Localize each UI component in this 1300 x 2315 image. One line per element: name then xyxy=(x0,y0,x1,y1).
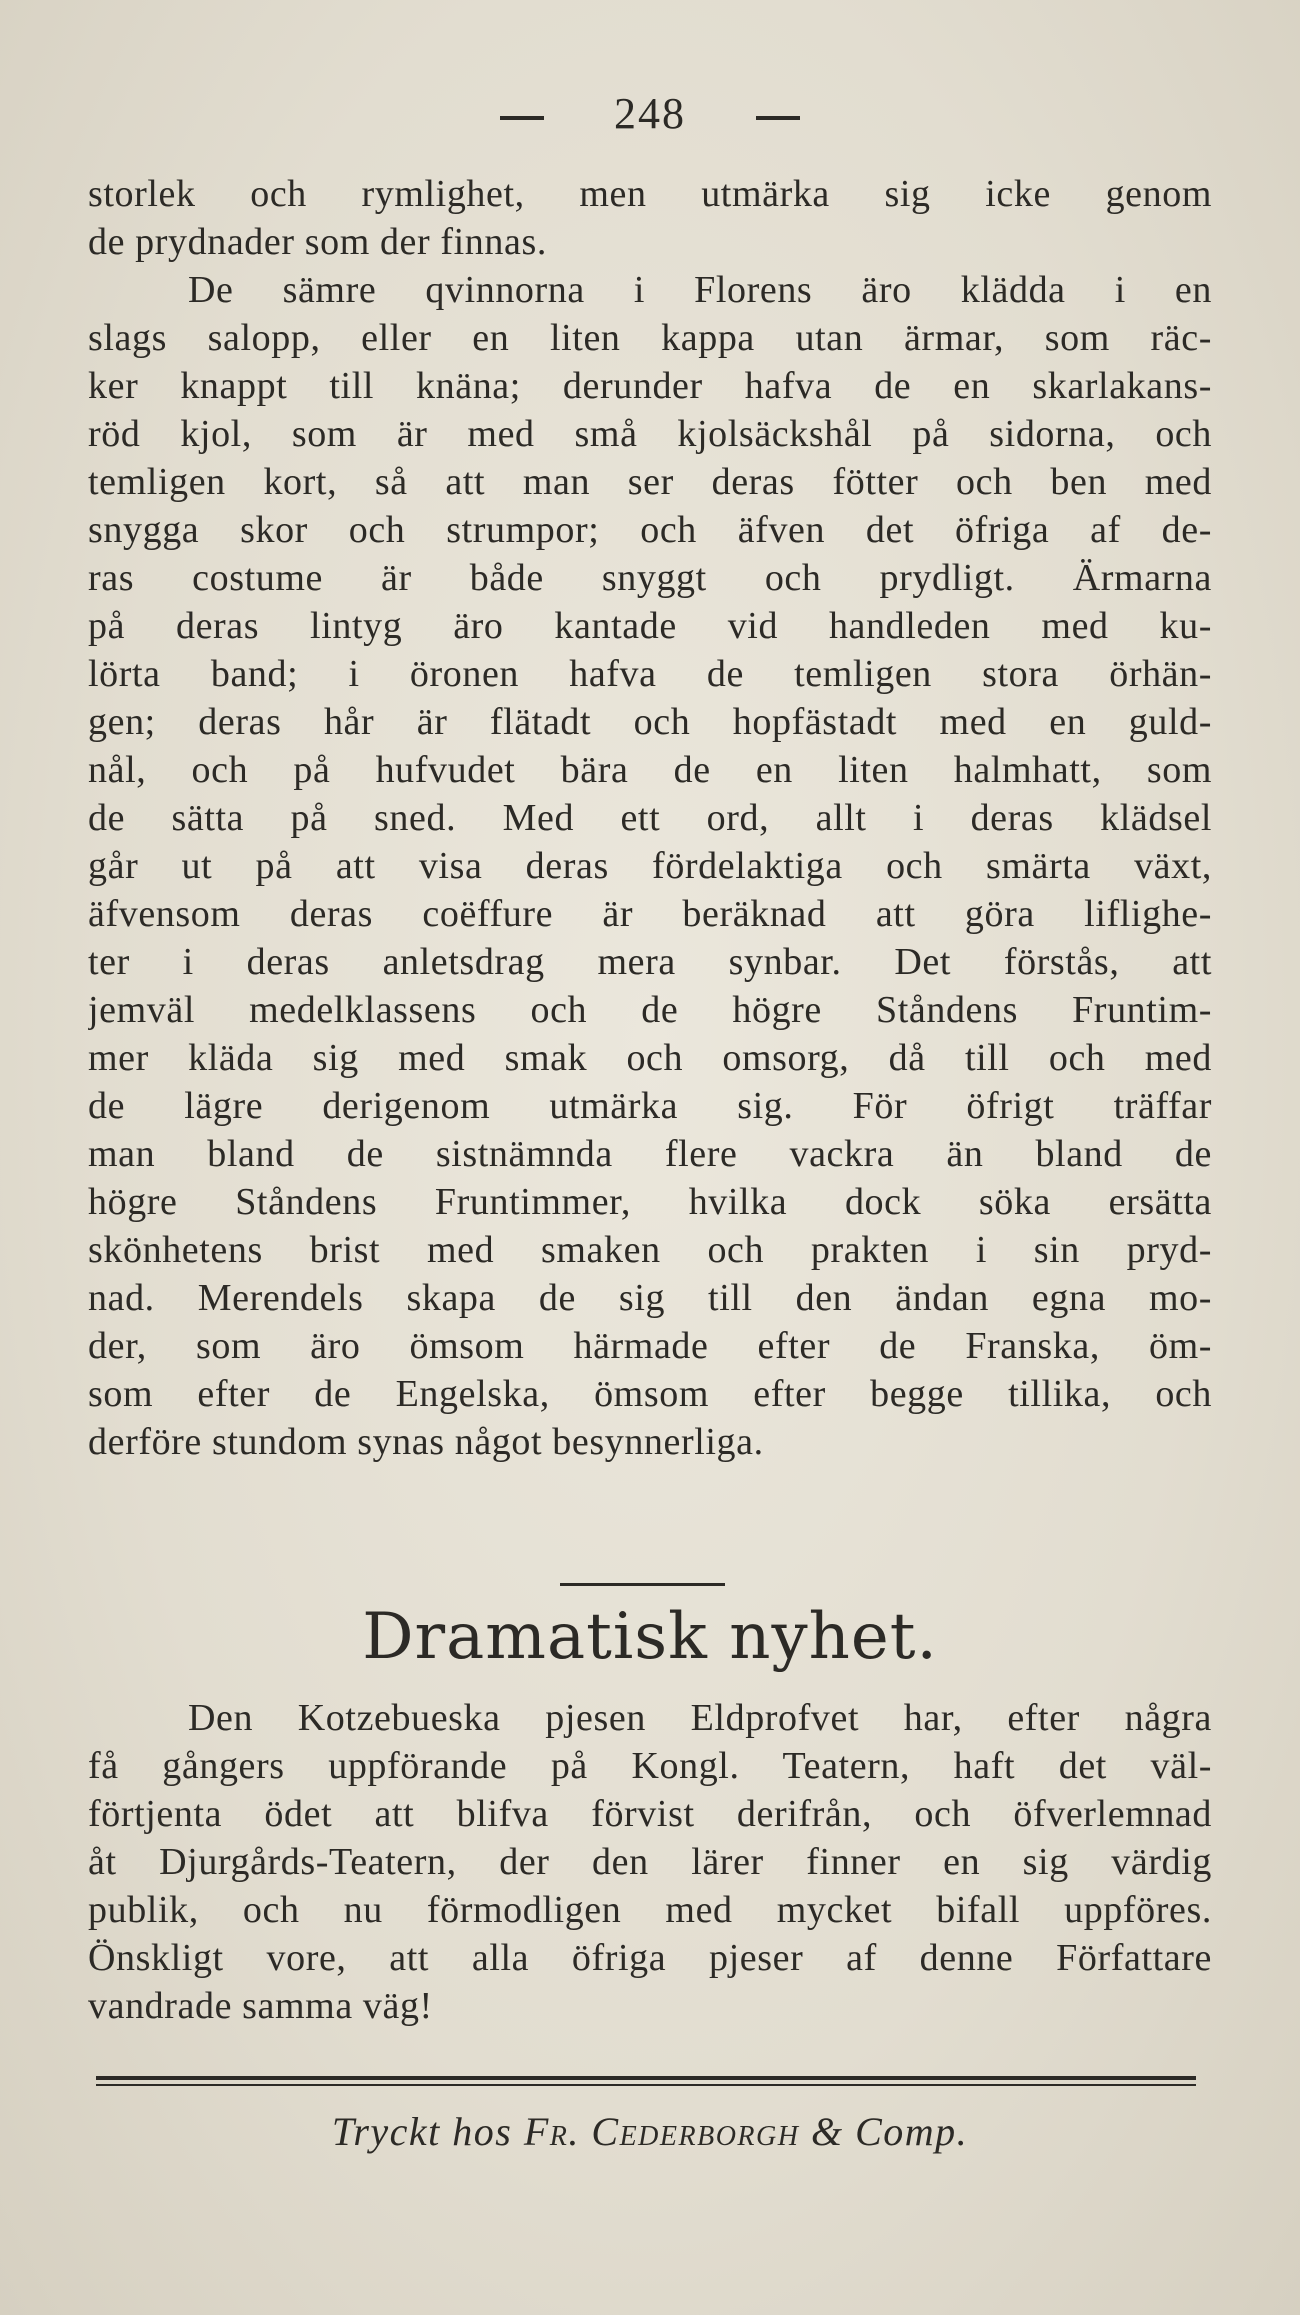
text-line: slags salopp, eller en liten kappa utan ärmar, som räc- xyxy=(88,317,1212,359)
text-line: lörta band; i öronen hafva de temligen stora örhän- xyxy=(88,653,1212,695)
text-line: der, som äro ömsom härmade efter de Franska, öm- xyxy=(88,1325,1212,1367)
text-line: storlek och rymlighet, men utmärka sig icke genom xyxy=(88,173,1212,215)
text-line: som efter de Engelska, ömsom efter begge tillika, och xyxy=(88,1373,1212,1415)
text-line: de prydnader som der finnas. xyxy=(88,221,547,263)
text-line: Önskligt vore, att alla öfriga pjeser af denne Författare xyxy=(88,1937,1212,1979)
text-line: äfvensom deras coëffure är beräknad att göra liflighe- xyxy=(88,893,1212,935)
text-line: går ut på att visa deras fördelaktiga och smärta växt, xyxy=(88,845,1212,887)
text-line: förtjenta ödet att blifva förvist derifrån, och öfverlemnad xyxy=(88,1793,1212,1835)
text-line: skönhetens brist med smaken och prakten i sin pryd- xyxy=(88,1229,1212,1271)
text-line: derföre stundom synas något besynnerliga. xyxy=(88,1421,764,1463)
text-line: högre Ståndens Fruntimmer, hvilka dock söka ersätta xyxy=(88,1181,1212,1223)
text-line: man bland de sistnämnda flere vackra än bland de xyxy=(88,1133,1212,1175)
text-line: publik, och nu förmodligen med mycket bifall uppföres. xyxy=(88,1889,1212,1931)
text-line: röd kjol, som är med små kjolsäckshål på sidorna, och xyxy=(88,413,1212,455)
text-line: nål, och på hufvudet bära de en liten halmhatt, som xyxy=(88,749,1212,791)
footer-double-rule xyxy=(96,2076,1196,2086)
text-line: temligen kort, så att man ser deras fötter och ben med xyxy=(88,461,1212,503)
text-line: ter i deras anletsdrag mera synbar. Det förstås, att xyxy=(88,941,1212,983)
text-line: snygga skor och strumpor; och äfven det öfriga af de- xyxy=(88,509,1212,551)
text-line: på deras lintyg äro kantade vid handleden med ku- xyxy=(88,605,1212,647)
main-paragraphs xyxy=(88,170,1212,1466)
text-line: ras costume är både snyggt och prydligt. Ärmarna xyxy=(88,557,1212,599)
text-line: De sämre qvinnorna i Florens äro klädda i en xyxy=(188,269,1212,311)
text-line: nad. Merendels skapa de sig till den ändan egna mo- xyxy=(88,1277,1212,1319)
printer-imprint xyxy=(0,2108,1300,2155)
imprint-suffix: & Comp. xyxy=(810,2109,969,2154)
section-divider xyxy=(560,1583,725,1586)
text-line: vandrade samma väg! xyxy=(88,1985,433,2027)
page-number-text: 248 xyxy=(614,89,686,138)
page-number xyxy=(0,88,1300,139)
section-heading: Dramatisk nyhet. xyxy=(362,1600,938,1674)
text-line: jemväl medelklassens och de högre Ståndens Fruntim- xyxy=(88,989,1212,1031)
text-line: de sätta på sned. Med ett ord, allt i deras klädsel xyxy=(88,797,1212,839)
footer-rule-thin xyxy=(96,2084,1196,2086)
imprint-prefix: Tryckt hos xyxy=(331,2109,513,2154)
text-line: få gångers uppförande på Kongl. Teatern, haft det väl- xyxy=(88,1745,1212,1787)
imprint-printer: Fr. Cederborgh xyxy=(523,2109,800,2154)
footer-rule-thick xyxy=(96,2076,1196,2080)
text-line: åt Djurgårds-Teatern, der den lärer finner en sig värdig xyxy=(88,1841,1212,1883)
news-paragraph xyxy=(88,1694,1212,2030)
text-line: de lägre derigenom utmärka sig. För öfrigt träffar xyxy=(88,1085,1212,1127)
text-line: Den Kotzebueska pjesen Eldprofvet har, efter några xyxy=(188,1697,1212,1739)
page-number-dash-left xyxy=(500,116,544,120)
page-number-dash-right xyxy=(756,116,800,120)
text-line: mer kläda sig med smak och omsorg, då till och med xyxy=(88,1037,1212,1079)
text-line: ker knappt till knäna; derunder hafva de en skarlakans- xyxy=(88,365,1212,407)
text-line: gen; deras hår är flätadt och hopfästadt med en guld- xyxy=(88,701,1212,743)
